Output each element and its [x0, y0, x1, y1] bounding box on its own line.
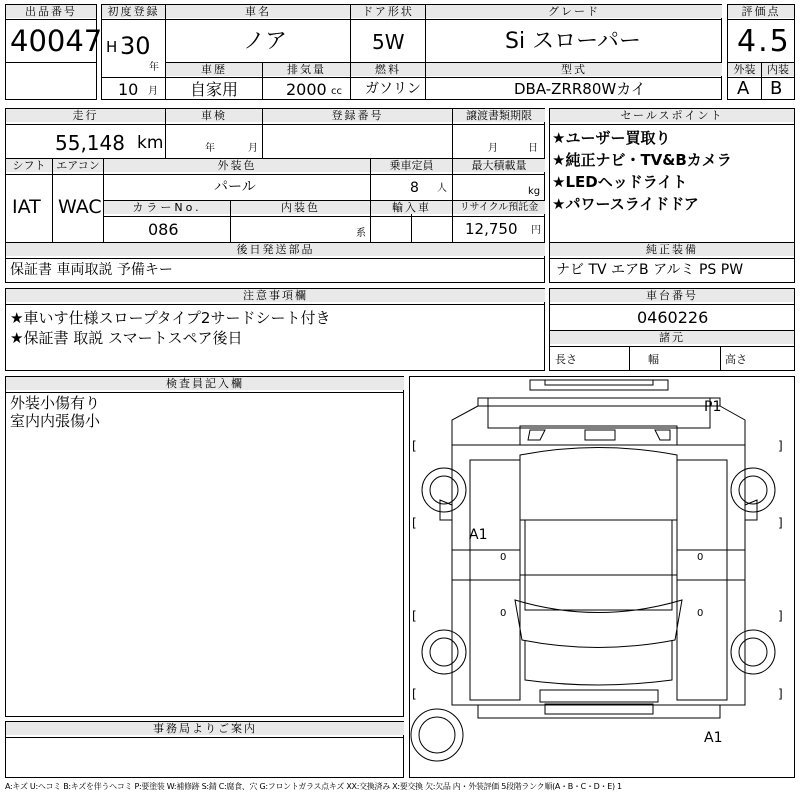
later-parts-label: 後日発送部品 [6, 243, 545, 256]
load-label: 最大積載量 [453, 159, 545, 172]
era: H [106, 38, 118, 56]
door-type: 5W [372, 30, 405, 54]
specs-label: 諸元 [550, 331, 794, 344]
first-reg-year: 30 [120, 32, 151, 60]
first-reg-month: 10 [118, 80, 139, 99]
transfer-label: 譲渡書類期限 [453, 109, 545, 122]
zero-mark-1: 0 [500, 552, 507, 563]
bracket-right-1: ] [778, 439, 783, 453]
shift-label: シフト [6, 159, 52, 172]
inspector-note-2: 室内内張傷小 [10, 412, 101, 430]
fuel-label: 燃料 [351, 63, 425, 76]
lot-label: 出品番号 [6, 5, 96, 18]
exterior-grade: A [737, 78, 750, 99]
bracket-left-4: [ [412, 687, 417, 701]
history: 自家用 [190, 80, 239, 99]
reg-no-label: 登録番号 [263, 109, 452, 122]
mileage-label: 走行 [6, 109, 165, 122]
zero-mark-4: 0 [697, 608, 704, 619]
model-label: 型式 [426, 63, 722, 76]
mileage: 55,148 [55, 131, 125, 155]
equipment: ナビ TV エアB アルミ PS PW [556, 262, 744, 278]
bracket-right-4: ] [778, 687, 783, 701]
sales-points-label: セールスポイント [550, 109, 794, 122]
car-name-label: 車名 [166, 5, 350, 18]
transfer-day-unit: 日 [528, 143, 538, 154]
year-unit: 年 [149, 62, 159, 73]
inspector-label: 検査員記入欄 [6, 377, 404, 390]
inspection-label: 車検 [166, 109, 262, 122]
seats: 8 [410, 180, 419, 196]
lot-number: 40047 [10, 24, 103, 58]
seats-unit: 人 [437, 183, 447, 194]
note-2: ★保証書 取説 スマートスペア後日 [10, 329, 243, 347]
ac: WAC [58, 196, 102, 218]
color-no: 086 [148, 220, 179, 239]
first-reg-label: 初度登録 [102, 5, 165, 18]
zero-mark-3: 0 [500, 608, 507, 619]
bracket-left-3: [ [412, 609, 417, 623]
int-color-label: 内装色 [231, 201, 370, 214]
int-color-unit: 系 [356, 228, 366, 239]
chassis-label: 車台番号 [550, 289, 794, 302]
sales-point-1: ★ユーザー買取り [552, 129, 671, 147]
grade-label: グレード [426, 5, 722, 18]
zero-mark-2: 0 [697, 552, 704, 563]
color-no-label: カラーNo. [104, 201, 230, 214]
displacement-label: 排気量 [263, 63, 350, 76]
score: 4.5 [737, 24, 791, 59]
sales-point-4: ★パワースライドドア [552, 195, 699, 213]
history-label: 車歴 [166, 63, 262, 76]
grade: Si スローパー [505, 29, 641, 54]
seats-label: 乗車定員 [371, 159, 452, 172]
recycle-fee: 12,750 [465, 220, 518, 238]
office-label: 事務局よりご案内 [6, 722, 404, 735]
exterior-label: 外装 [728, 63, 761, 76]
spec-length: 長さ [555, 353, 577, 366]
bracket-right-2: ] [778, 516, 783, 530]
ac-label: エアコン [53, 159, 103, 172]
damage-mark-a1-left: A1 [469, 527, 488, 543]
import-label: 輸入車 [371, 201, 452, 214]
month-unit: 月 [148, 86, 158, 97]
spec-height: 高さ [725, 353, 747, 366]
car-diagram [409, 376, 795, 778]
interior-grade: B [770, 78, 783, 99]
cc-unit: cc [331, 86, 342, 97]
notes-label: 注意事項欄 [6, 289, 545, 302]
bracket-left-1: [ [412, 439, 417, 453]
mileage-unit: km [137, 133, 164, 153]
door-label: ドア形状 [351, 5, 425, 18]
damage-mark-p1: P1 [704, 399, 722, 415]
interior-label: 内装 [762, 63, 794, 76]
model-code: DBA-ZRR80Wカイ [514, 80, 646, 98]
car-name: ノア [243, 29, 288, 54]
inspector-note-1: 外装小傷有り [10, 394, 101, 412]
inspection-month-unit: 月 [248, 143, 258, 154]
damage-legend: A:キズ U:ヘコミ B:キズを伴うヘコミ P:要塗装 W:補修跡 S:錆 C:腐食、穴 G:フロントガラス点キズ XX:交換済み X:要交換 欠:欠品 内・外装評価 5段階ランク順(A・B・C・D・E) 1 [5, 782, 622, 791]
load-unit: kg [528, 186, 541, 197]
ext-color: パール [214, 179, 256, 195]
damage-mark-a1-rear: A1 [704, 730, 723, 746]
bracket-right-3: ] [778, 609, 783, 623]
displacement: 2000 [286, 80, 327, 99]
sales-point-3: ★LEDヘッドライト [552, 173, 688, 191]
bracket-left-2: [ [412, 516, 417, 530]
shift: IAT [12, 196, 41, 218]
sales-point-2: ★純正ナビ・TV&Bカメラ [552, 151, 732, 169]
inspection-year-unit: 年 [205, 143, 215, 154]
transfer-month-unit: 月 [488, 143, 498, 154]
later-parts: 保証書 車両取説 予備キー [10, 262, 173, 278]
note-1: ★車いす仕様スロープタイプ2サードシート付き [10, 309, 331, 327]
equipment-label: 純正装備 [550, 243, 794, 256]
score-label: 評価点 [728, 5, 794, 18]
recycle-unit: 円 [531, 225, 541, 236]
fuel: ガソリン [365, 81, 421, 97]
recycle-label: リサイクル預託金 [453, 201, 545, 214]
spec-width: 幅 [648, 353, 659, 366]
ext-color-label: 外装色 [104, 159, 370, 172]
chassis-number: 0460226 [637, 308, 709, 327]
